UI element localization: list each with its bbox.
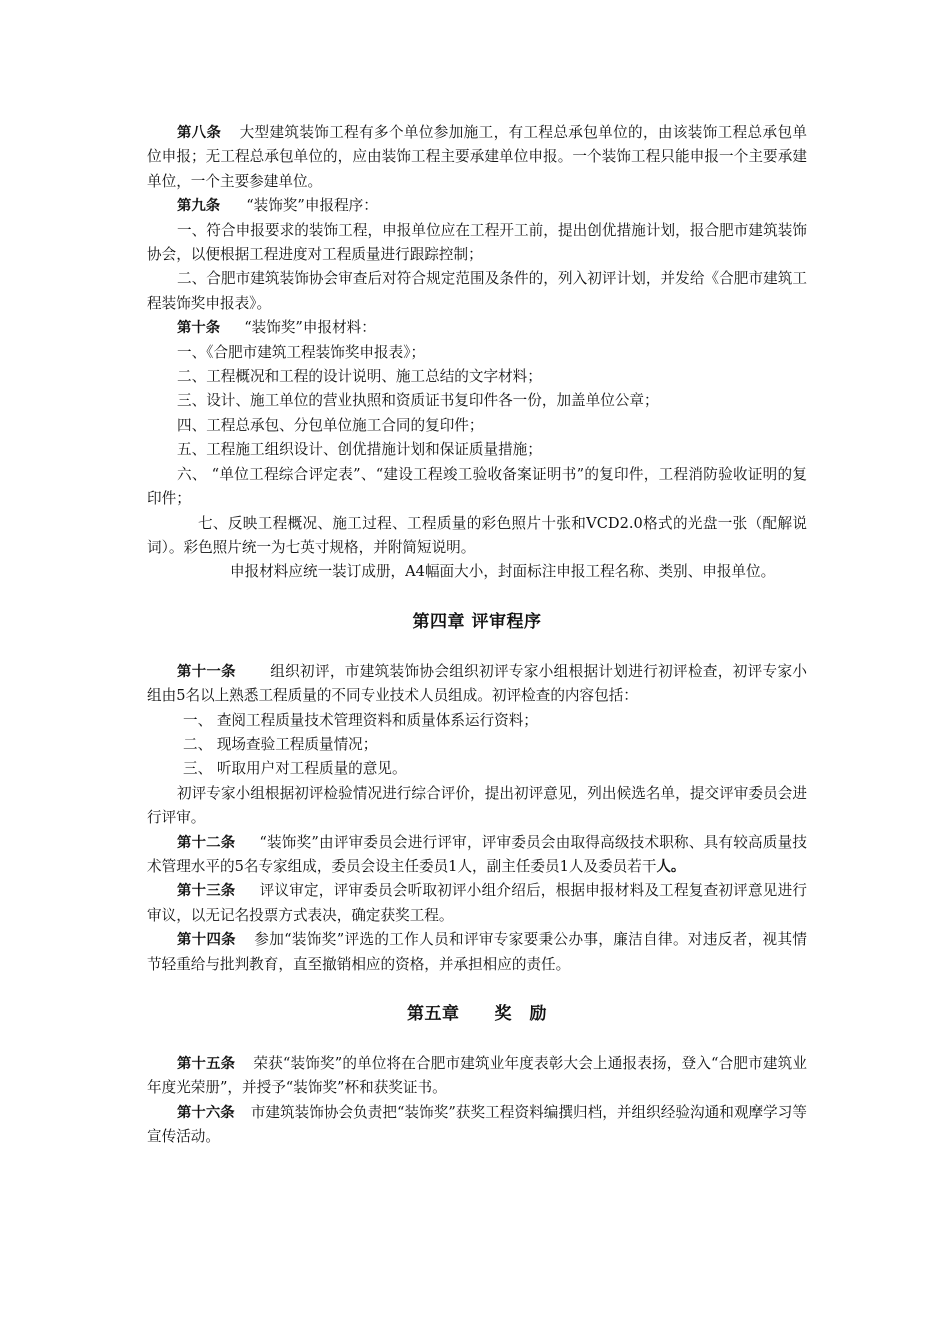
- article-12: [147, 831, 807, 880]
- article-text: “装饰奖”申报程序：: [246, 197, 378, 215]
- list-item: 二、 现场查验工程质量情况；: [183, 735, 378, 753]
- article-text: “装饰奖”申报材料：: [244, 319, 376, 337]
- article-title: 第八条: [177, 125, 222, 141]
- article-15: [147, 1052, 807, 1101]
- article-note: 初评专家小组根据初评检验情况进行综合评价，提出初评意见，列出候选名单，提交评审委员会进行评审。: [147, 784, 807, 827]
- article-title: 第十四条: [177, 932, 236, 949]
- list-item: 六、 “单位工程综合评定表”、“建设工程竣工验收备案证明书”的复印件，工程消防验收证明的复印件；: [147, 465, 807, 508]
- article-8: [147, 121, 807, 194]
- article-9: [147, 194, 807, 218]
- article-16: [147, 1101, 807, 1150]
- list-item: 四、工程总承包、分包单位施工合同的复印件；: [177, 416, 484, 434]
- article-title: 第十五条: [177, 1056, 236, 1072]
- list-item: 一、《合肥市建筑工程装饰奖申报表》；: [177, 343, 426, 361]
- list-item: 三、 听取用户对工程质量的意见。: [183, 760, 407, 778]
- article-text: 评议审定，评审委员会听取初评小组介绍后，根据申报材料及工程复查初评意见进行审议，以无记名投票方式表决，确定获奖工程。: [147, 882, 807, 924]
- article-title: 第十二条: [177, 834, 236, 851]
- article-text: 大型建筑装饰工程有多个单位参加施工，有工程总承包单位的，由该装饰工程总承包单位申报；无工程总承包单位的，应由装饰工程主要承建单位申报。一个装饰工程只能申报一个主要承建单位，一个主要参建单位。: [147, 124, 807, 190]
- article-title: 第十三条: [177, 883, 236, 900]
- article-text: “装饰奖”由评审委员会进行评审，评审委员会由取得高级技术职称、具有较高质量技术管理水平的5名专家组成，委员会设主任委员1人，副主任委员1人及委员若干: [147, 833, 807, 875]
- article-text: 参加“装饰奖”评选的工作人员和评审专家要秉公办事，廉洁自律。对违反者，视其情节轻重给与批判教育，直至撤销相应的资格，并承担相应的责任。: [147, 931, 807, 973]
- article-14: [147, 928, 807, 977]
- article-text: 市建筑装饰协会负责把“装饰奖”获奖工程资料编撰归档，并组织经验沟通和观摩学习等宣传活动。: [147, 1103, 807, 1146]
- list-item: 一、符合申报要求的装饰工程，申报单位应在工程开工前，提出创优措施计划，报合肥市建筑装饰协会，以便根据工程进度对工程质量进行跟踪控制；: [147, 221, 807, 264]
- article-title: 第十条: [177, 320, 221, 337]
- article-text: 荣获“装饰奖”的单位将在合肥市建筑业年度表彰大会上通报表扬，登入“合肥市建筑业年度光荣册”，并授予“装饰奖”杯和获奖证书。: [147, 1055, 807, 1097]
- list-item: 二、合肥市建筑装饰协会审查后对符合规定范围及条件的，列入初评计划，并发给《合肥市建筑工程装饰奖申报表》。: [147, 270, 807, 312]
- chapter-heading: 第四章 评审程序: [412, 611, 542, 632]
- article-text: 组织初评，市建筑装饰协会组织初评专家小组根据计划进行初评检查，初评专家小组由5名以上熟悉工程质量的不同专业技术人员组成。初评检查的内容包括：: [147, 662, 807, 705]
- list-item: 三、设计、施工单位的营业执照和资质证书复印件各一份，加盖单位公章；: [177, 392, 659, 410]
- article-note: 申报材料应统一装订成册，A4幅面大小，封面标注申报工程名称、类别、申报单位。: [230, 563, 776, 581]
- list-item: 五、工程施工组织设计、创优措施计划和保证质量措施；: [177, 441, 542, 459]
- article-13: [147, 879, 807, 928]
- article-11: [147, 660, 807, 709]
- article-title: 第十一条: [177, 663, 236, 680]
- article-title: 第九条: [177, 198, 221, 215]
- article-10: [147, 316, 807, 340]
- article-text-tail: 人。: [656, 858, 686, 875]
- article-title: 第十六条: [177, 1104, 235, 1121]
- list-item: 七、反映工程概况、施工过程、工程质量的彩色照片十张和VCD2.0格式的光盘一张（配解说词）。彩色照片统一为七英寸规格，并附简短说明。: [147, 514, 807, 556]
- list-item: 二、工程概况和工程的设计说明、施工总结的文字材料；: [177, 368, 542, 386]
- document-body: [147, 121, 807, 1150]
- chapter-heading: 第五章 奖 励: [407, 1004, 547, 1024]
- list-item: 一、 查阅工程质量技术管理资料和质量体系运行资料；: [183, 711, 538, 729]
